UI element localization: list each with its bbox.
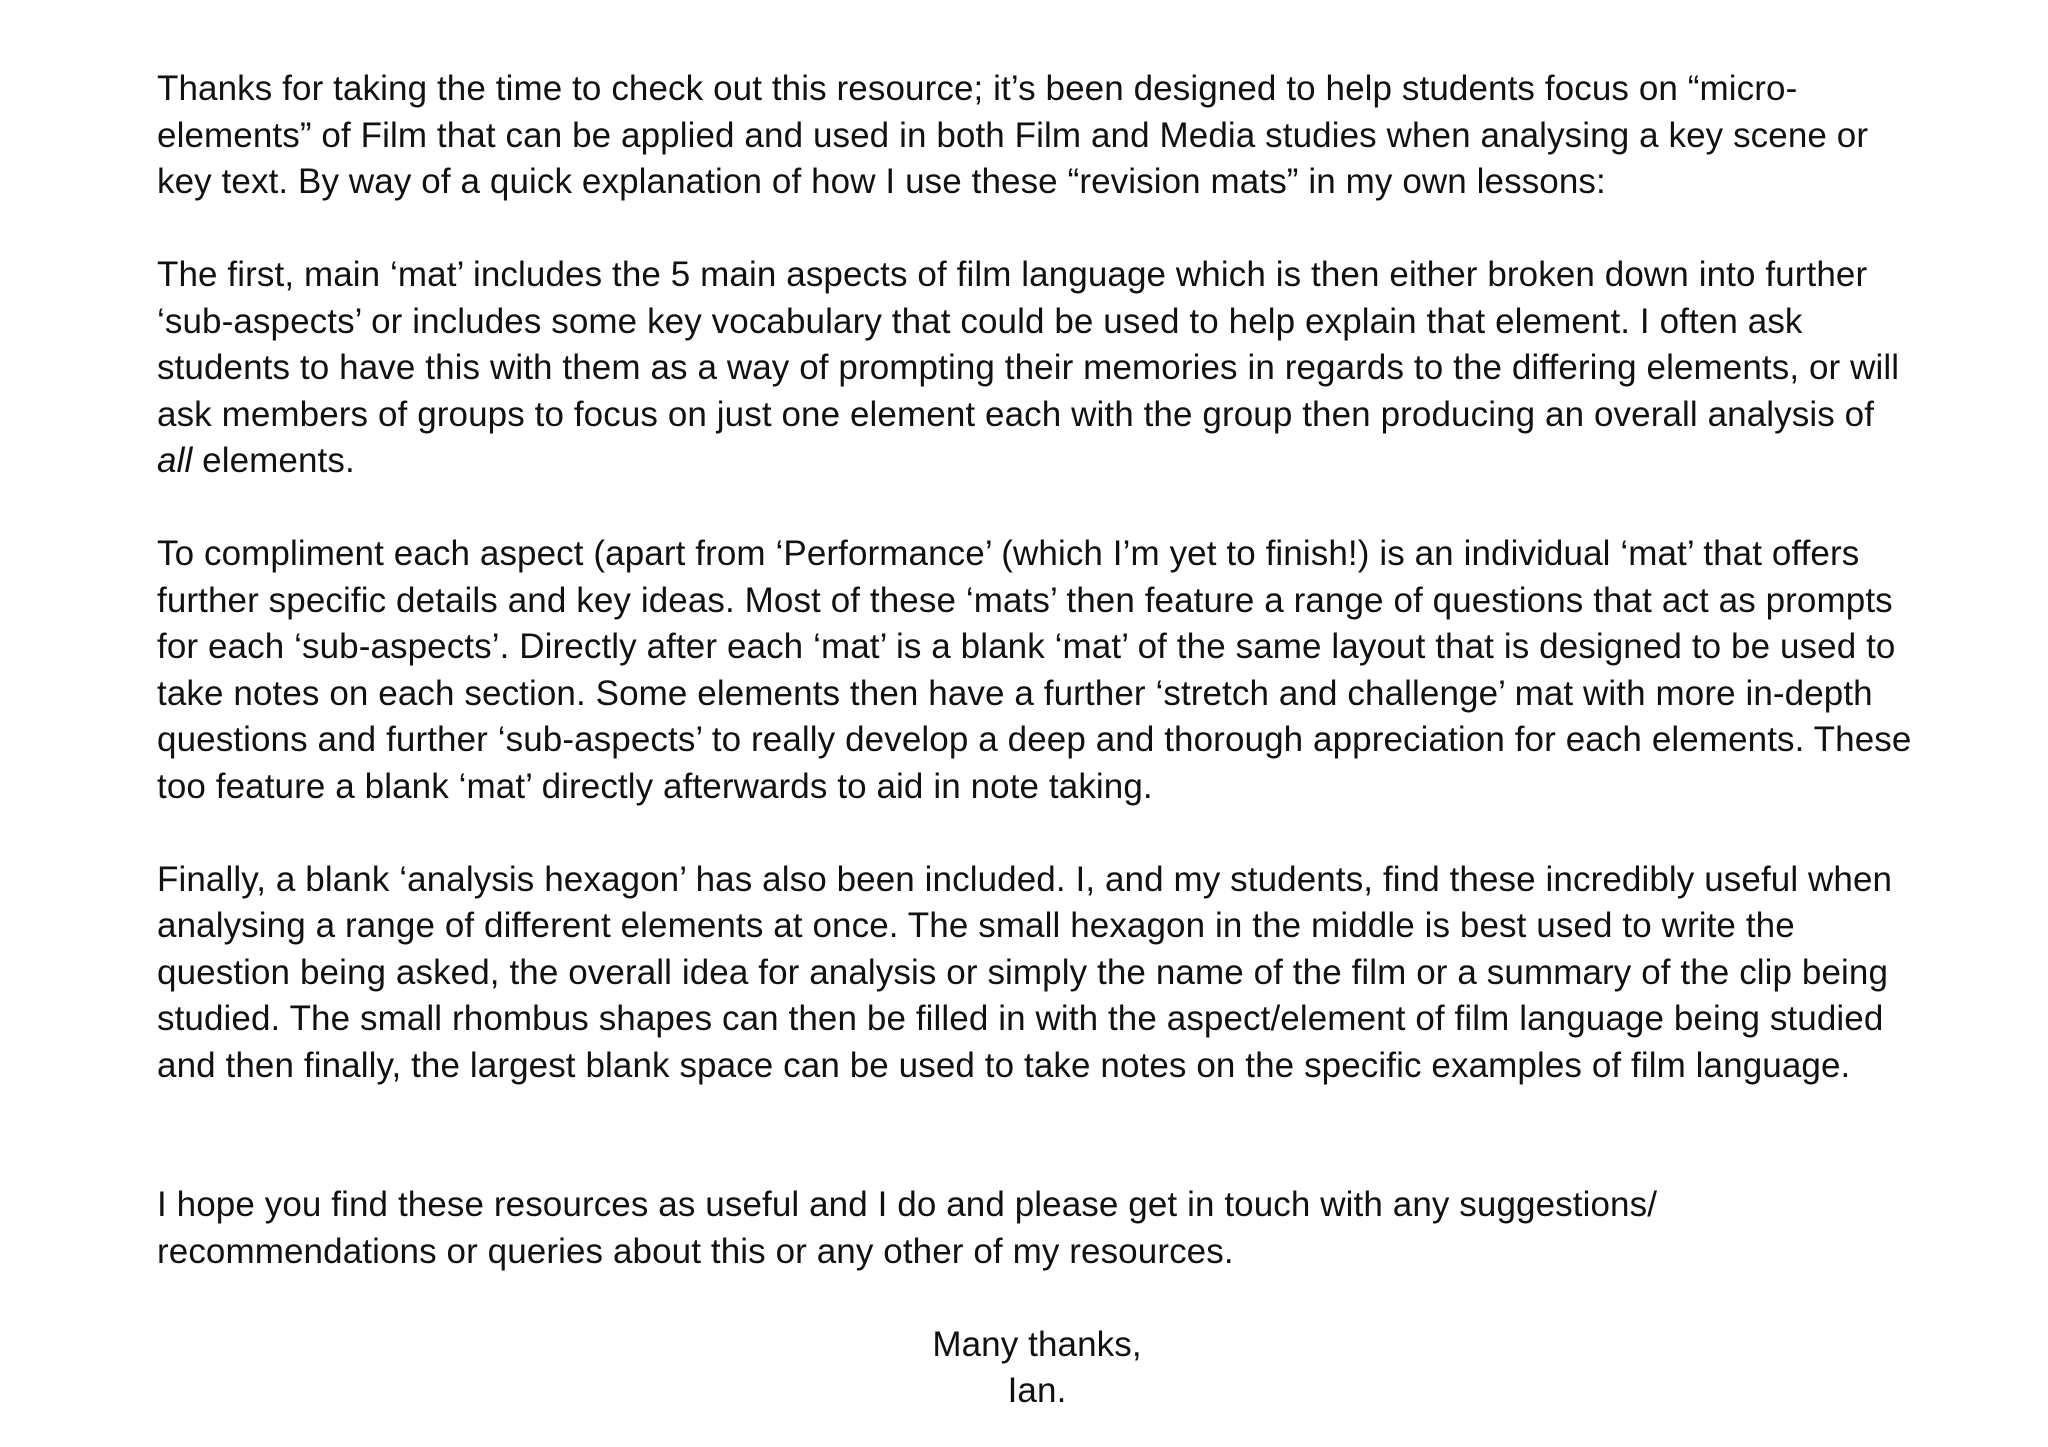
closing-paragraph: I hope you find these resources as useful and I do and please get in touch with any suggestions/ recommendations or queries about this or any other of my resources. [157,1185,1658,1271]
individual-mats-paragraph: To compliment each aspect (apart from ‘Performance’ (which I’m yet to finish!) is an individual ‘mat’ that offers further specific details and key ideas. Most of these ‘mats’ then feature a range of questions that act as prompts for each ‘sub-aspects’. Directly after each ‘mat’ is a blank ‘mat’ of the same layout that is designed to be used to take notes on each section. Some elements then have a further ‘stretch and challenge’ mat with more in-depth questions and further ‘sub-aspects’ to really develop a deep and thorough appreciation for each elements. These too feature a blank ‘mat’ directly afterwards to aid in note taking. [157,534,1912,806]
intro-paragraph: Thanks for taking the time to check out this resource; it’s been designed to help students focus on “micro-elements” of Film that can be applied and used in both Film and Media studies when analysing a key scene or key text. By way of a quick explanation of how I use these “revision mats” in my own lessons: [157,69,1869,201]
closing-line: Many thanks, [932,1324,1142,1364]
analysis-hexagon-paragraph: Finally, a blank ‘analysis hexagon’ has also been included. I, and my students, find these incredibly useful when analysing a range of different elements at once. The small hexagon in the middle is best used to write the question being asked, the overall idea for analysis or simply the name of the film or a summary of the clip being studied. The small rhombus shapes can then be filled in with the aspect/element of film language being studied and then finally, the largest blank space can be used to take notes on the specific examples of film language. [157,859,1893,1085]
sign-off [157,1322,1917,1415]
document-page [157,66,1917,1415]
emphasis-all: all [157,441,193,480]
main-mat-text-end: elements. [192,441,355,480]
author-name: Ian. [1007,1371,1067,1410]
main-mat-text: The first, main ‘mat’ includes the 5 main aspects of film language which is then either broken down into further ‘sub-aspects’ or includes some key vocabulary that could be used to help explain that element. I often ask students to have this with them as a way of prompting their memories in regards to the differing elements, or will ask members of groups to focus on just one element each with the group then producing an overall analysis of [157,255,1900,434]
main-mat-paragraph [157,252,1917,485]
